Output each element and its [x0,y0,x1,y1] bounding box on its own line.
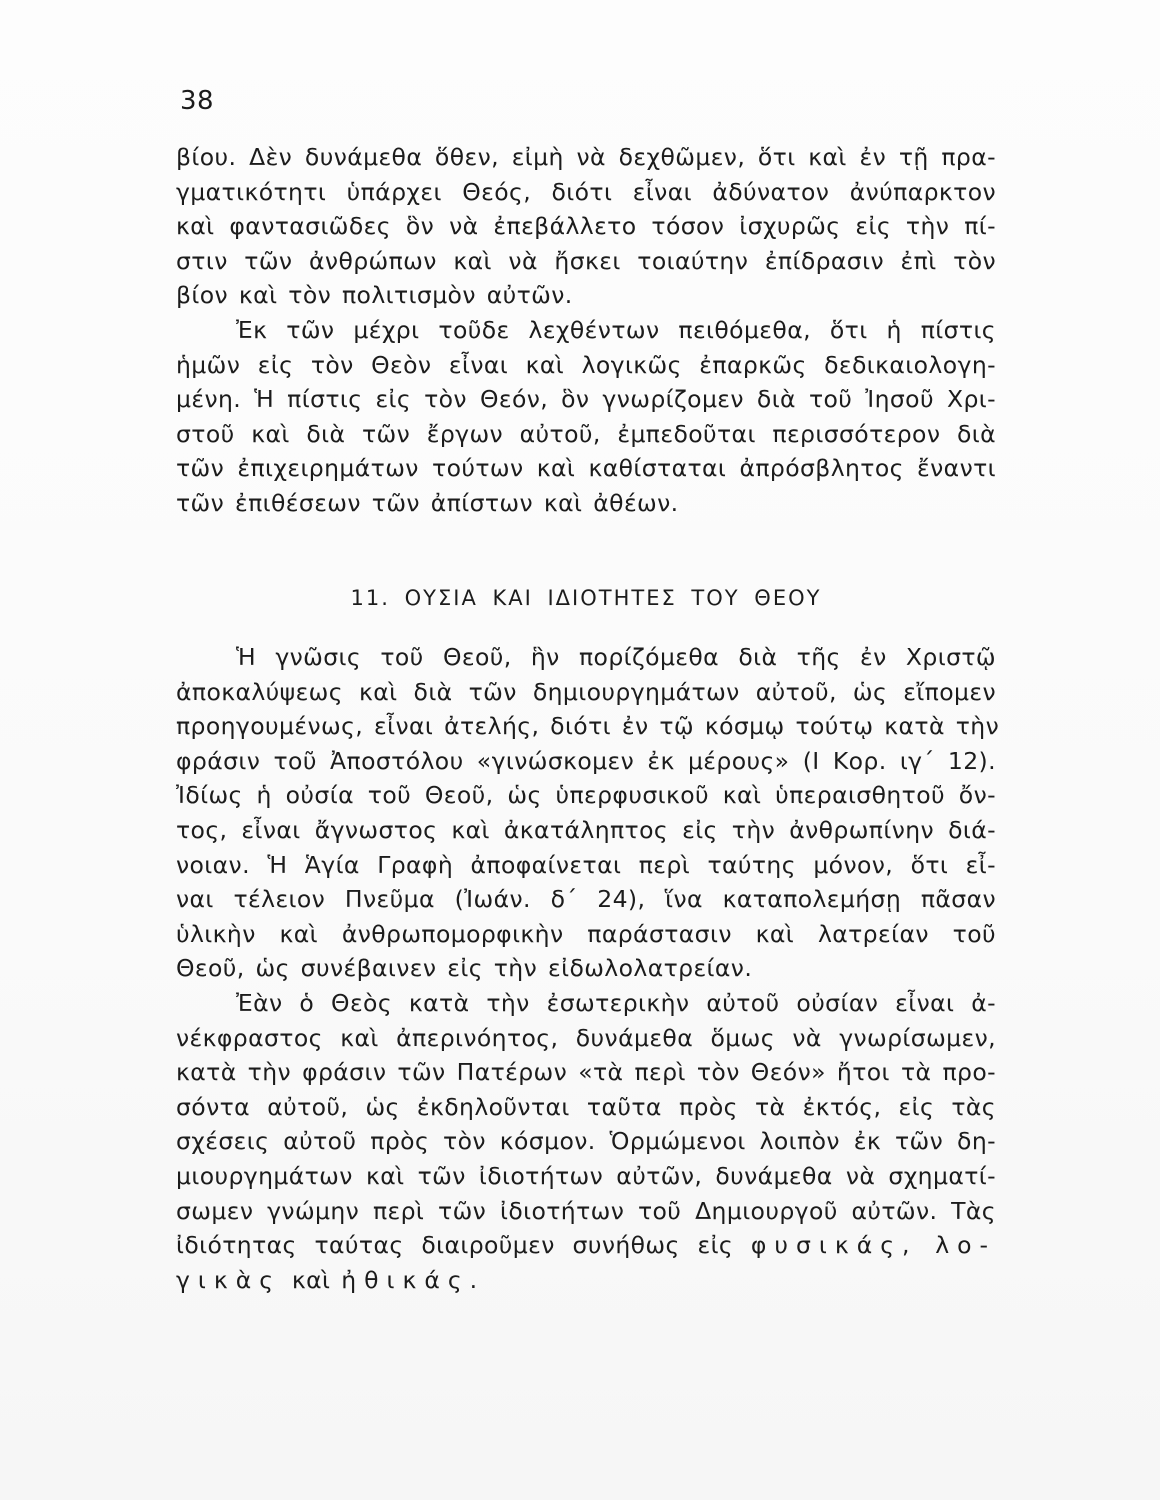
text-line: ὑλικὴν καὶ ἀνθρωπομορφικὴν παράστασιν καὶ λατρείαν τοῦ [176,919,996,948]
text-run: ἰδιότητας ταύτας διαιροῦμεν συνήθως εἰς [176,1231,734,1260]
text-line: τῶν ἐπιχειρημάτων τούτων καὶ καθίσταται ἀπρόσβλητος ἔναντι [176,454,996,483]
emphasis-logical-part2: γικὰς [176,1265,281,1294]
text-line: μιουργημάτων καὶ τῶν ἰδιοτήτων αὐτῶν, δυνάμεθα νὰ σχηματί- [176,1161,996,1190]
emphasis-ethical: ἠθικάς. [341,1265,486,1294]
text-line: Ἡ γνῶσις τοῦ Θεοῦ, ἣν πορίζόμεθα διὰ τῆς ἐν Χριστῷ [236,643,996,671]
text-line: Ἐκ τῶν μέχρι τοῦδε λεχθέντων πειθόμεθα, ὅτι ἡ πίστις [236,315,996,344]
text-line: σωμεν γνώμην περὶ τῶν ἰδιοτήτων τοῦ Δημιουργοῦ αὐτῶν. Τὰς [176,1196,996,1225]
text-line: σόντα αὐτοῦ, ὡς ἐκδηλοῦνται ταῦτα πρὸς τὰ ἐκτός, εἰς τὰς [176,1092,996,1121]
text-line: γματικότητι ὑπάρχει Θεός, διότι εἶναι ἀδύνατον ἀνύπαρκτον [176,177,996,206]
text-run: καὶ [291,1265,331,1294]
text-line: μένη. Ἡ πίστις εἰς τὸν Θεόν, ὃν γνωρίζομεν διὰ τοῦ Ἰησοῦ Χρι- [176,385,996,414]
text-line: βίου. Δὲν δυνάμεθα ὅθεν, εἰμὴ νὰ δεχθῶμεν, ὅτι καὶ ἐν τῇ πρα- [176,143,996,171]
text-line-mixed [176,1228,996,1263]
paragraph-block-essence [176,640,1000,1297]
text-line: νοιαν. Ἡ Ἁγία Γραφὴ ἀποφαίνεται περὶ ταύτης μόνον, ὅτι εἶ- [176,850,996,879]
page-number: 38 [180,86,215,116]
text-line: Ἐὰν ὁ Θεὸς κατὰ τὴν ἐσωτερικὴν αὐτοῦ οὐσίαν εἶναι ἀ- [236,988,996,1017]
text-line: κατὰ τὴν φράσιν τῶν Πατέρων «τὰ περὶ τὸν Θεόν» ἤτοι τὰ προ- [176,1058,996,1087]
text-line: Θεοῦ, ὡς συνέβαινεν εἰς τὴν εἰδωλολατρείαν. [176,954,753,983]
paragraph-block-existence [176,140,996,521]
emphasis-logical-part1: λο- [935,1231,997,1260]
text-line: τῶν ἐπιθέσεων τῶν ἀπίστων καὶ ἀθέων. [176,488,679,517]
text-line: νέκφραστος καὶ ἀπερινόητος, δυνάμεθα ὅμως νὰ γνωρίσωμεν, [176,1023,996,1052]
text-line: τος, εἶναι ἄγνωστος καὶ ἀκατάληπτος εἰς τὴν ἀνθρωπίνην διά- [176,815,996,844]
text-line: Ἰδίως ἡ οὐσία τοῦ Θεοῦ, ὡς ὑπερφυσικοῦ καὶ ὑπεραισθητοῦ ὄν- [176,781,996,810]
text-line: φράσιν τοῦ Ἀποστόλου «γινώσκομεν ἐκ μέρους» (Ι Κορ. ιγ΄ 12). [176,746,996,775]
text-line: προηγουμένως, εἶναι ἀτελής, διότι ἐν τῷ κόσμῳ τούτῳ κατὰ τὴν [176,712,1000,741]
text-line: βίον καὶ τὸν πολιτισμὸν αὐτῶν. [176,281,573,310]
text-line: στιν τῶν ἀνθρώπων καὶ νὰ ἤσκει τοιαύτην ἐπίδρασιν ἐπὶ τὸν [176,246,996,275]
text-line: ἡμῶν εἰς τὸν Θεὸν εἶναι καὶ λογικῶς ἐπαρκῶς δεδικαιολογη- [176,350,996,379]
text-line: ἀποκαλύψεως καὶ διὰ τῶν δημιουργημάτων αὐτοῦ, ὡς εἴπομεν [176,677,996,706]
emphasis-physical: φυσικάς, [750,1231,918,1260]
section-heading: 11. ΟΥΣΙΑ ΚΑΙ ΙΔΙΟΤΗΤΕΣ ΤΟΥ ΘΕΟΥ [350,586,822,610]
text-line: στοῦ καὶ διὰ τῶν ἔργων αὐτοῦ, ἐμπεδοῦται περισσότερον διὰ [176,419,996,448]
text-line: ναι τέλειον Πνεῦμα (Ἰωάν. δ΄ 24), ἵνα καταπολεμήσῃ πᾶσαν [176,885,996,914]
text-line-mixed [176,1263,996,1298]
text-line: σχέσεις αὐτοῦ πρὸς τὸν κόσμον. Ὁρμώμενοι λοιπὸν ἐκ τῶν δη- [176,1127,996,1156]
text-line: καὶ φαντασιῶδες ὃν νὰ ἐπεβάλλετο τόσον ἰσχυρῶς εἰς τὴν πί- [176,212,996,241]
